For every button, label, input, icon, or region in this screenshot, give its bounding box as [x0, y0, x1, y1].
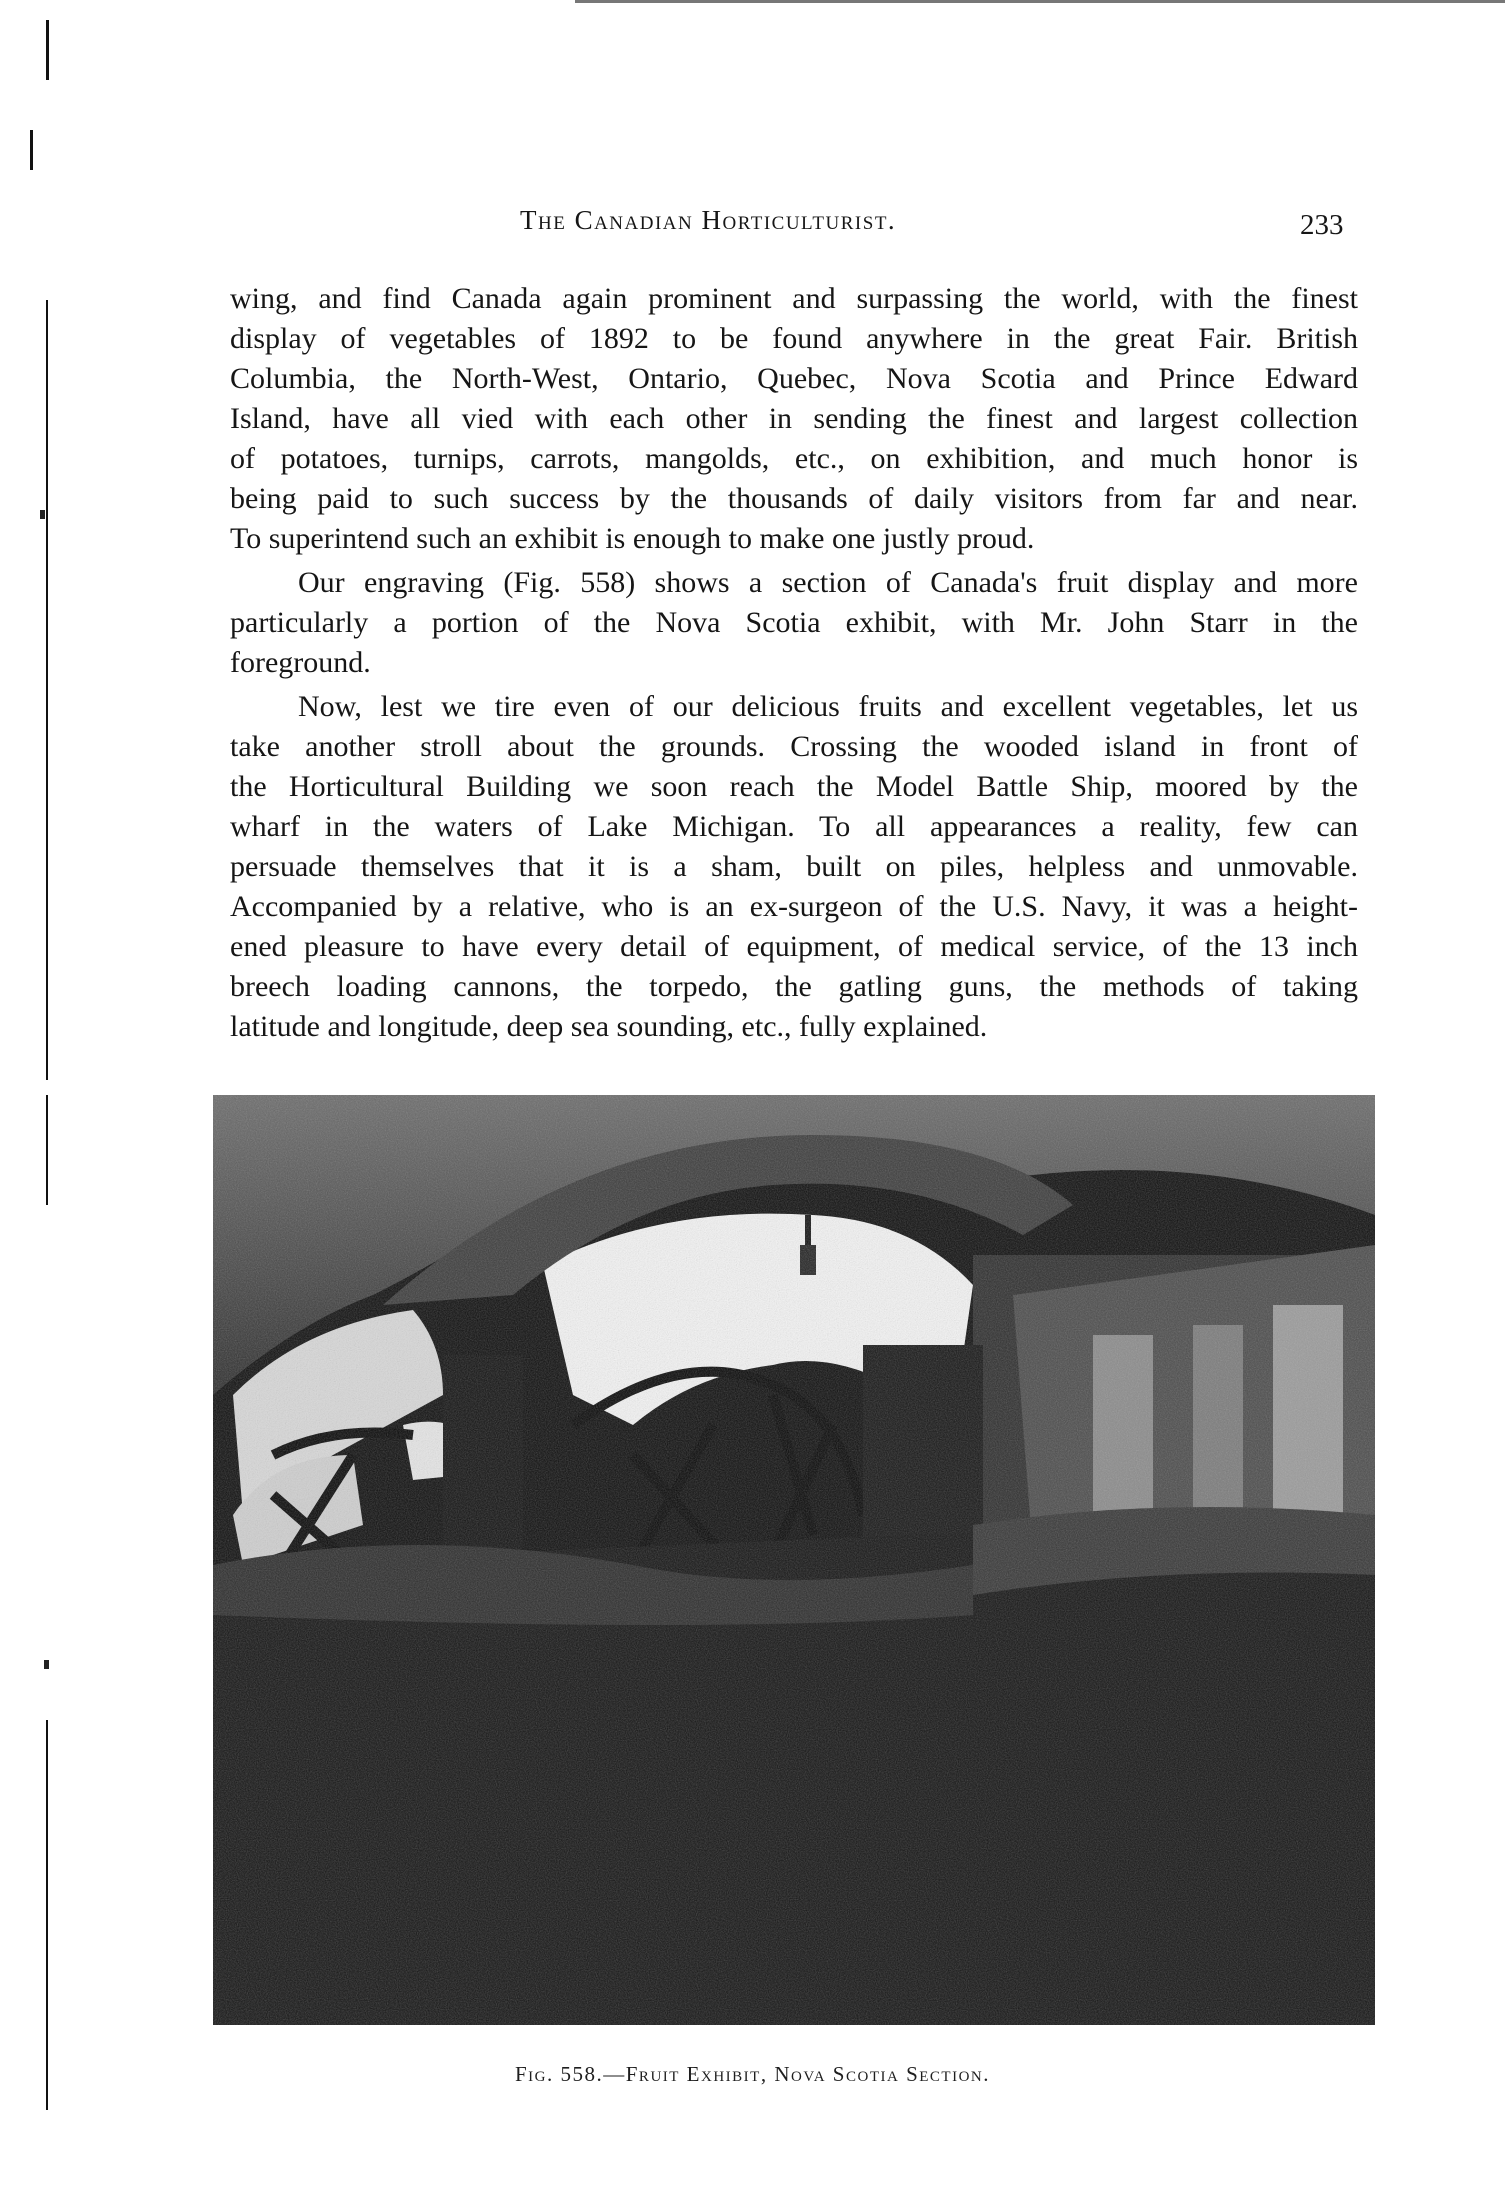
text-line: wing, and find Canada again prominent and surpassing the world, with the finest [230, 282, 1358, 315]
text-line: Columbia, the North-West, Ontario, Quebec, Nova Scotia and Prince Edward [230, 362, 1358, 395]
text-line: breech loading cannons, the torpedo, the gatling guns, the methods of taking [230, 970, 1358, 1003]
scan-edge-mark [30, 130, 33, 170]
fruit-exhibit-photograph [213, 1095, 1375, 2025]
halftone-grain [213, 1095, 1375, 2025]
text-line: particularly a portion of the Nova Scotia exhibit, with Mr. John Starr in the [230, 606, 1358, 639]
scan-edge-mark [46, 300, 48, 1080]
scan-edge-line [575, 0, 1505, 3]
article-body [230, 279, 1358, 1047]
text-line: persuade themselves that it is a sham, built on piles, helpless and unmovable. [230, 850, 1358, 883]
text-line: of potatoes, turnips, carrots, mangolds, etc., on exhibition, and much honor is [230, 442, 1358, 475]
text-line: Our engraving (Fig. 558) shows a section of Canada's fruit display and more [298, 566, 1358, 599]
text-line: To superintend such an exhibit is enough to make one justly proud. [230, 522, 1035, 555]
text-line: foreground. [230, 646, 371, 679]
text-line: being paid to such success by the thousands of daily visitors from far and near. [230, 482, 1358, 515]
text-line: latitude and longitude, deep sea sounding, etc., fully explained. [230, 1010, 988, 1043]
text-line: Island, have all vied with each other in sending the finest and largest collection [230, 402, 1358, 435]
text-line: ened pleasure to have every detail of equipment, of medical service, of the 13 inch [230, 930, 1358, 963]
text-line: wharf in the waters of Lake Michigan. To all appearances a reality, few can [230, 810, 1358, 843]
scan-edge-mark [46, 1720, 48, 2110]
text-line: take another stroll about the grounds. Crossing the wooded island in front of [230, 730, 1358, 763]
scan-speck [44, 1660, 49, 1669]
scan-speck [40, 510, 45, 519]
text-line: the Horticultural Building we soon reach the Model Battle Ship, moored by the [230, 770, 1358, 803]
scan-edge-mark [46, 1095, 48, 1205]
figure-caption: Fig. 558.—Fruit Exhibit, Nova Scotia Section. [515, 2062, 990, 2086]
page-number: 233 [1300, 209, 1344, 241]
text-line: Accompanied by a relative, who is an ex-surgeon of the U.S. Navy, it was a height- [230, 890, 1358, 923]
scan-edge-mark [46, 20, 49, 80]
text-line: Now, lest we tire even of our delicious fruits and excellent vegetables, let us [298, 690, 1358, 723]
text-line: display of vegetables of 1892 to be found anywhere in the great Fair. British [230, 322, 1358, 355]
running-head-title: The Canadian Horticulturist. [520, 205, 897, 235]
photo-engraving [213, 1095, 1375, 2025]
